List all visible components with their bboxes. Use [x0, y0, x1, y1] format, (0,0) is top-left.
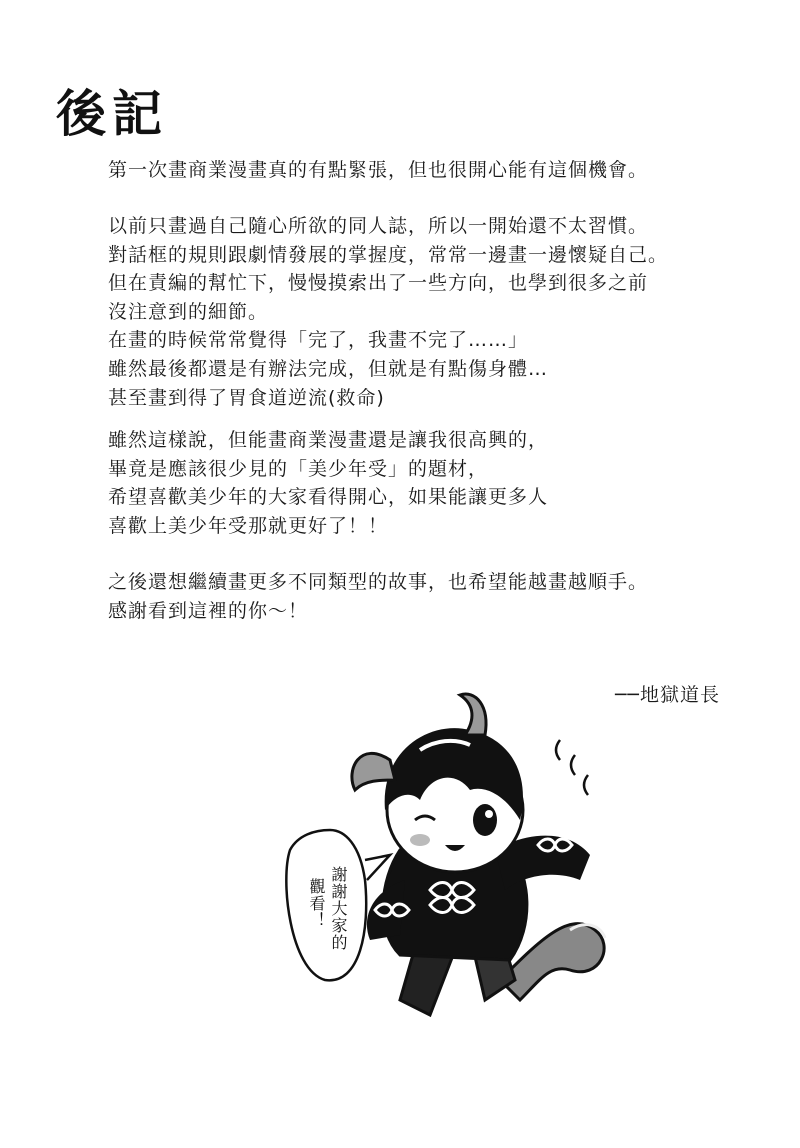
text-line: 沒注意到的細節。 — [108, 300, 269, 323]
text-line: 感謝看到這裡的你～！ — [108, 599, 309, 622]
text-line: 但在責編的幫忙下，慢慢摸索出了一些方向，也學到很多之前 — [108, 272, 649, 295]
text-line: 甚至畫到得了胃食道逆流(救命) — [108, 386, 385, 409]
text-line: 對話框的規則跟劇情發展的掌握度，常常一邊畫一邊懷疑自己。 — [108, 243, 669, 266]
text-line: 希望喜歡美少年的大家看得開心，如果能讓更多人 — [108, 486, 549, 509]
speech-bubble-text-right: 謝謝大家的 — [329, 866, 348, 951]
paragraph-2 — [108, 212, 728, 412]
text-line: 第一次畫商業漫畫真的有點緊張，但也很開心能有這個機會。 — [108, 159, 649, 181]
paragraph-1 — [108, 156, 728, 185]
text-line: 雖然這樣說，但能畫商業漫畫還是讓我很高興的， — [108, 429, 549, 451]
speech-bubble-text-left: 觀看！ — [307, 878, 326, 929]
chibi-illustration — [270, 680, 630, 1060]
text-line: 畢竟是應該很少見的「美少年受」的題材， — [108, 457, 489, 480]
page-title: 後記 — [56, 85, 168, 143]
text-line: 喜歡上美少年受那就更好了！！ — [108, 514, 389, 537]
text-line: 以前只畫過自己隨心所欲的同人誌，所以一開始還不太習慣。 — [108, 215, 649, 237]
text-line: 之後還想繼續畫更多不同類型的故事，也希望能越畫越順手。 — [108, 571, 649, 593]
text-line: 雖然最後都還是有辦法完成，但就是有點傷身體… — [108, 357, 549, 380]
paragraph-4 — [108, 568, 728, 625]
text-line: 在畫的時候常常覺得「完了，我畫不完了……」 — [108, 329, 529, 352]
author-signature: ──地獄道長 — [615, 684, 720, 706]
chibi-character-icon — [270, 680, 630, 1060]
paragraph-3 — [108, 426, 728, 540]
